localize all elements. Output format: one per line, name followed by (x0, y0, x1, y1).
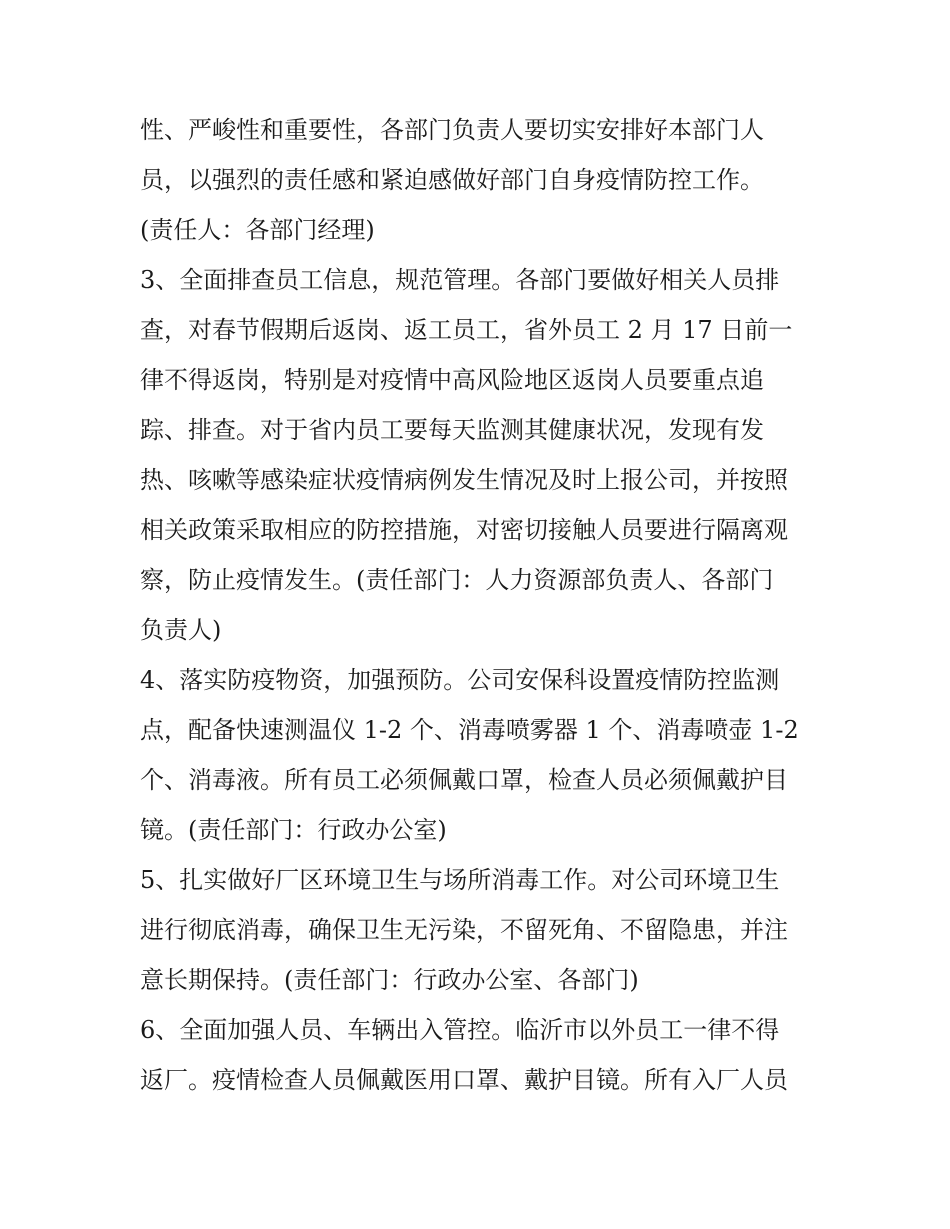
text-line: 性、严峻性和重要性，各部门负责人要切实安排好本部门人 (140, 116, 764, 144)
text-line: 进行彻底消毒，确保卫生无污染，不留死角、不留隐患，并注 (140, 916, 788, 944)
text-line: 镜。(责任部门：行政办公室) (140, 816, 447, 844)
text-line: 律不得返岗，特别是对疫情中高风险地区返岗人员要重点追 (140, 366, 764, 394)
text-line: 个、消毒液。所有员工必须佩戴口罩，检查人员必须佩戴护目 (140, 766, 788, 794)
text-line: 负责人) (140, 616, 222, 644)
text-line: 察，防止疫情发生。(责任部门：人力资源部负责人、各部门 (140, 566, 774, 594)
text-line: 6、全面加强人员、车辆出入管控。临沂市以外员工一律不得 (140, 1016, 780, 1044)
text-line: 4、落实防疫物资，加强预防。公司安保科设置疫情防控监测 (140, 666, 780, 694)
text-line: 员，以强烈的责任感和紧迫感做好部门自身疫情防控工作。 (140, 166, 764, 194)
text-line: 点，配备快速测温仪 1-2 个、消毒喷雾器 1 个、消毒喷壶 1-2 (140, 716, 799, 744)
text-line: 热、咳嗽等感染症状疫情病例发生情况及时上报公司，并按照 (140, 466, 788, 494)
text-line: 踪、排查。对于省内员工要每天监测其健康状况，发现有发 (140, 416, 764, 444)
text-line: 3、全面排查员工信息，规范管理。各部门要做好相关人员排 (140, 266, 780, 294)
text-line: 相关政策采取相应的防控措施，对密切接触人员要进行隔离观 (140, 516, 788, 544)
document-body (140, 105, 830, 1105)
text-line: 查，对春节假期后返岗、返工员工，省外员工 2 月 17 日前一 (140, 316, 793, 344)
text-line: (责任人：各部门经理) (140, 216, 375, 244)
text-line: 返厂。疫情检查人员佩戴医用口罩、戴护目镜。所有入厂人员 (140, 1066, 788, 1094)
text-line: 5、扎实做好厂区环境卫生与场所消毒工作。对公司环境卫生 (140, 866, 780, 894)
text-line: 意长期保持。(责任部门：行政办公室、各部门) (140, 966, 639, 994)
